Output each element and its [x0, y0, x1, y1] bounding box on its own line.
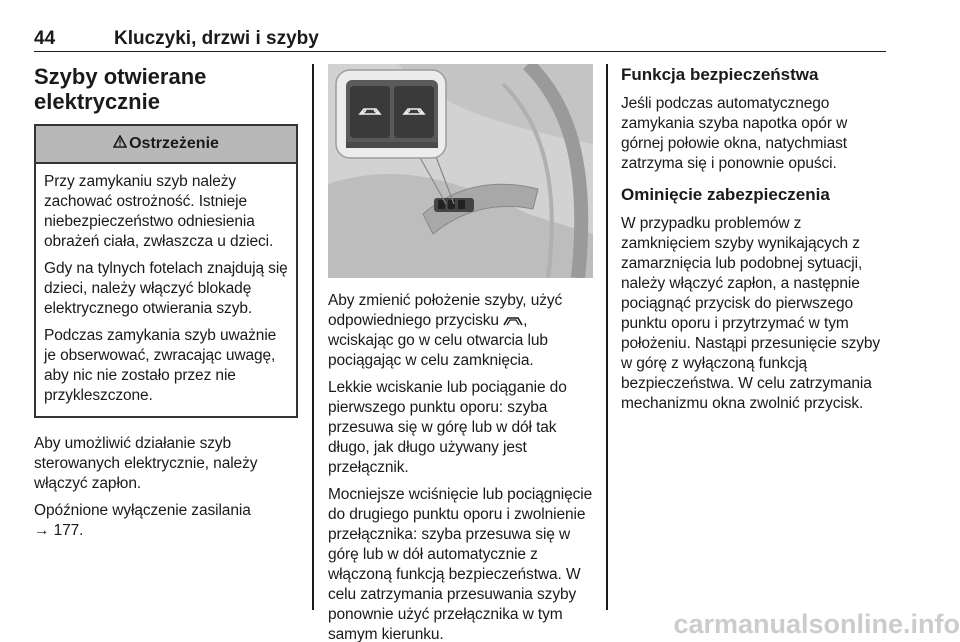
column-middle: [328, 64, 593, 642]
page-header: [34, 26, 886, 52]
column-divider: [312, 64, 314, 610]
column-right: [621, 64, 891, 424]
warning-title: Ostrzeżenie: [129, 135, 219, 152]
warning-body: [36, 164, 296, 416]
window-switch-icon: [503, 312, 523, 329]
warning-triangle-icon: [113, 135, 127, 153]
section-heading: Funkcja bezpieczeństwa: [621, 65, 819, 84]
chapter-title: Kluczyki, drzwi i szyby: [114, 28, 319, 49]
section-heading: Ominięcie zabezpieczenia: [621, 185, 830, 204]
body-paragraph: W przypadku problemów z zamknięciem szyby wynikających z zamarznięcia lub podobnej sytuacji, należy włączyć zapłon, a następnie pociągnąć przycisk do pierwszego punktu oporu i przytrzymać w tym położeniu. Nastąpi przesunięcie szyby w górę z wyłączoną funkcją bezpieczeństwa. W celu zatrzymania mechanizmu okna zwolnić przycisk.: [621, 215, 881, 412]
warning-paragraph: Przy zamykaniu szyb należy zachować ostrożność. Istnieje niebezpieczeństwo odniesienia obrażeń ciała, zwłaszcza u dzieci.: [44, 173, 274, 250]
body-paragraph: Aby umożliwić działanie szyb sterowanych elektrycznie, należy włączyć zapłon.: [34, 435, 258, 492]
column-left: [34, 64, 298, 548]
warning-paragraph: Podczas zamykania szyb uważnie je obserwować, zwracając uwagę, aby nic nie zostało przez nie przykleszczone.: [44, 327, 277, 404]
body-paragraph: Lekkie wciskanie lub pociąganie do pierwszego punktu oporu: szyba przesuwa się w górę lub w dół tak długo, jak długo używany jest przełącznik.: [328, 379, 567, 476]
body-paragraph: Jeśli podczas automatycznego zamykania szyba napotka opór w górnej połowie okna, natychmiast zatrzyma się i ponownie opuści.: [621, 95, 848, 172]
page-ref-arrow-icon: →: [34, 522, 50, 539]
body-paragraph: Aby zmienić położenie szyby, użyć odpowiedniego przycisku , wciskając go w celu otwarcia lub pociągając w celu zamknięcia.: [328, 292, 563, 369]
warning-paragraph: Gdy na tylnych fotelach znajdują się dzieci, należy włączyć blokadę elektrycznego otwierania szyb.: [44, 260, 288, 317]
column-divider: [606, 64, 608, 610]
warning-box: [34, 124, 298, 418]
page-reference[interactable]: 177.: [53, 522, 84, 539]
watermark: carmanualsonline.info: [673, 609, 960, 639]
section-title: Szyby otwierane elektrycznie: [34, 64, 207, 114]
page-number: 44: [34, 28, 56, 49]
body-paragraph: Mocniejsze wciśnięcie lub pociągnięcie do drugiego punktu oporu i zwolnienie przełącznika: szyba przesuwa się w górę lub w dół automatycznie z włączoną funkcją bezpieczeństwa. W celu zatrzymania przesuwania szyby ponownie użyć przełącznika w tym samym kierunku.: [328, 486, 593, 642]
body-paragraph: Opóźnione wyłączenie zasilania → 177.: [34, 502, 251, 539]
warning-header: [36, 126, 296, 164]
window-switch-illustration: [328, 64, 593, 278]
